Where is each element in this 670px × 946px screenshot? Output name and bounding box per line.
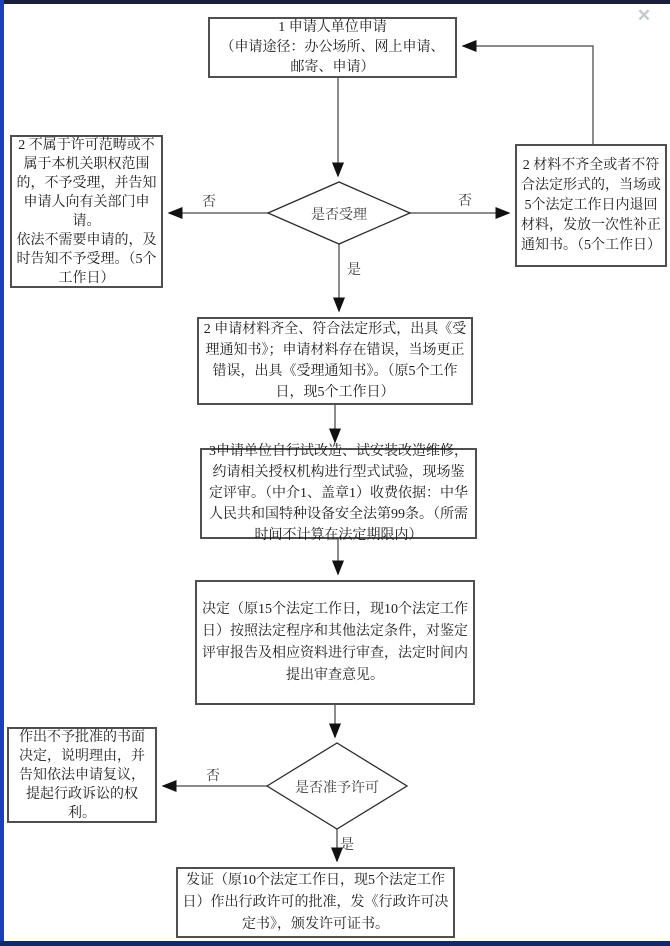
flow-reject-notice-box: [10, 135, 163, 288]
acceptance-text: 2 申请材料齐全、符合法定形式，出具《受理通知书》；申请材料存在错误，当场更正错误，出具《受理通知书》。（原5个工作日，现5个工作日）: [203, 322, 467, 400]
start-box-line1: 1 申请人单位申请: [278, 19, 387, 35]
window-left-border: [0, 0, 4, 946]
flow-decision-making-box: [195, 580, 475, 705]
flow-incomplete-materials-box: [515, 144, 667, 267]
decision-grant-label: 是否准予许可: [295, 781, 379, 796]
flow-acceptance-box: [197, 317, 473, 405]
reject-notice-paragraph1: 2 不属于许可范畴或不属于本机关职权范围的，不予受理，并告知申请人向有关部门申请。: [16, 137, 157, 229]
denial-text: 作出不予批准的书面决定，说明理由，并告知依法申请复议，提起行政诉讼的权利。: [19, 729, 145, 821]
flow-denial-box: [7, 727, 157, 823]
edge-label-grant-no: 否: [206, 769, 220, 784]
issue-certificate-text: 发证（原10个法定工作日，现5个法定工作日）作出行政许可的批准，发《行政许可决定书》，颁发许可证书。: [182, 872, 449, 932]
start-box-line2: （申请途径：办公场所、网上申请、邮寄、申请）: [220, 39, 445, 75]
flow-issue-certificate-box: [176, 867, 455, 938]
incomplete-materials-text: 2 材料不齐全或者不符合法定形式的，当场或5个法定工作日内退回材料，发放一次性补正通知书。（5个工作日）: [521, 157, 661, 253]
decision-accept-label: 是否受理: [311, 208, 367, 223]
window-top-border: [0, 0, 670, 4]
reject-notice-paragraph2: 依法不需要申请的，及时告知不予受理。（5个工作日）: [16, 232, 157, 286]
flow-type-test-review-box: [200, 444, 477, 543]
decision-making-text: 决定（原15个法定工作日，现10个法定工作日）按照法定程序和其他法定条件，对鉴定评审报告及相应资料进行审查，法定时间内提出审查意见。: [202, 601, 468, 683]
flow-start-box: [208, 17, 457, 78]
edge-label-accept-no-left: 否: [202, 195, 216, 210]
edge-label-grant-yes: 是: [340, 838, 354, 853]
type-test-review-text: 3申请单位自行试改造、试安装改造维修，约请相关授权机构进行型式试验，现场鉴定评审。（中介1、盖章1）收费依据：中华人民共和国特种设备安全法第99条。（所需时间不计算在法定期限内）: [209, 444, 468, 543]
window-bottom-border: [0, 941, 670, 946]
close-icon[interactable]: ✕: [636, 6, 652, 25]
edge-incomplete-back-to-start: [463, 46, 593, 144]
edge-label-accept-no-right: 否: [458, 194, 472, 209]
edge-label-accept-yes: 是: [347, 263, 361, 278]
